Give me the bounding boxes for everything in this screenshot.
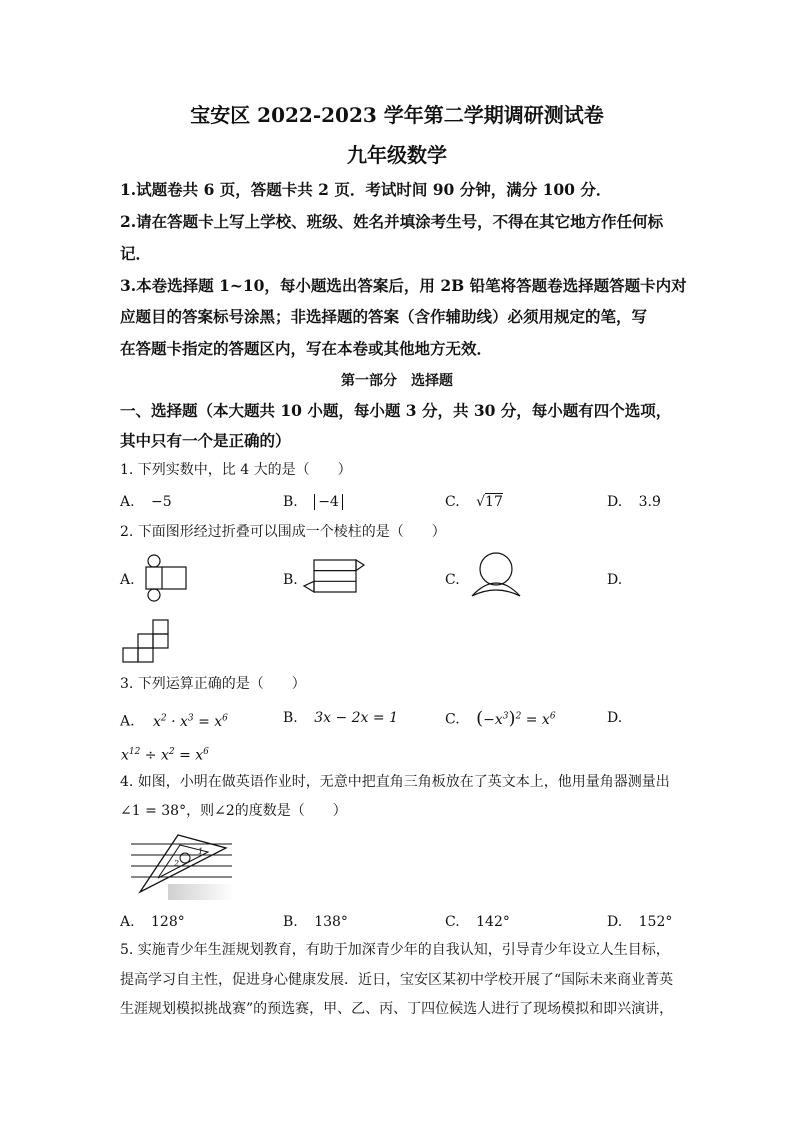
- q2-option-d-label: D.: [607, 572, 623, 588]
- instruction-3-line-3: 在答题卡指定的答题区内，写在本卷或其他地方无效．: [120, 339, 493, 358]
- q3-option-a-label: A.: [120, 713, 135, 730]
- q3-option-a-expression: $x^2 \cdot x^3 = x^6$: [153, 713, 228, 730]
- q3-option-c: [445, 706, 556, 730]
- instruction-1: 1.试题卷共 6 页，答题卡共 2 页．考试时间 90 分钟，满分 100 分．: [120, 180, 612, 199]
- q3-option-c-label: C.: [445, 711, 460, 728]
- q4-option-b-value: 138°: [314, 914, 348, 930]
- q2-option-c-label: C.: [445, 572, 460, 588]
- exam-title: 宝安区 2022-2023 学年第二学期调研测试卷: [190, 103, 604, 127]
- q1-option-b-value: −4: [314, 494, 343, 510]
- q4-stem-line-1: 4. 如图，小明在做英语作业时，无意中把直角三角板放在了英文本上，他用量角器测量出: [120, 774, 670, 790]
- net-figure-a: [140, 555, 190, 603]
- q4-option-a-label: A.: [120, 914, 135, 930]
- section-heading-line-1: 一、选择题（本大题共 10 小题，每小题 3 分，共 30 分，每小题有四个选项，: [120, 401, 672, 420]
- q4-option-d-label: D.: [607, 914, 623, 930]
- q3-option-b: [283, 708, 398, 728]
- sqrt-icon: √: [476, 494, 486, 510]
- triangle-ruler-figure: [128, 832, 236, 904]
- q4-option-c-value: 142°: [476, 914, 510, 930]
- q1-option-d: [607, 492, 661, 512]
- q4-option-a: [120, 912, 185, 932]
- q5-line-1: 5. 实施青少年生涯规划教育，有助于加深青少年的自我认知，引导青少年设立人生目标，: [120, 942, 670, 958]
- q4-stem-line-2: ∠1 = 38°，则∠2的度数是（ ）: [120, 803, 347, 819]
- section-heading-line-2: 其中只有一个是正确的）: [120, 431, 291, 450]
- q1-option-c-label: C.: [445, 494, 460, 510]
- q1-option-c: [445, 492, 503, 512]
- q4-option-a-value: 128°: [151, 914, 185, 930]
- exam-subtitle: 九年级数学: [347, 143, 447, 167]
- net-figure-b: [302, 556, 368, 598]
- q1-option-d-value: 3.9̇: [638, 494, 661, 510]
- part-heading: 第一部分 选择题: [341, 373, 453, 389]
- instruction-3-line-1: 3.本卷选择题 1~10，每小题选出答案后，用 2B 铅笔将答题卷选择题答题卡内对: [120, 276, 687, 295]
- q4-option-d-value: 152°: [638, 914, 673, 930]
- q4-option-c: [445, 912, 510, 932]
- q4-option-b-label: B.: [283, 914, 298, 930]
- angle-1-label: 1: [198, 847, 204, 856]
- q3-option-d-expression: $x^{12} \div x^2 = x^6$: [121, 747, 209, 764]
- q3-stem: 3. 下列运算正确的是（ ）: [120, 676, 306, 692]
- q3-option-d-label: D.: [607, 710, 623, 726]
- q1-option-a-label: A.: [120, 494, 135, 510]
- q5-line-2: 提高学习自主性，促进身心健康发展．近日，宝安区某初中学校开展了“国际未来商业菁英: [120, 972, 674, 988]
- q3-option-b-label: B.: [283, 710, 298, 726]
- angle-2-label: 2: [174, 859, 180, 868]
- q3-option-c-expression: $(-x^3)^2 = x^6$: [476, 707, 556, 729]
- instruction-3-line-2: 应题目的答案标号涂黑；非选择题的答案（含作辅助线）必须用规定的笔，写: [120, 307, 648, 326]
- q1-stem: 1. 下列实数中，比 4 大的是（ ）: [120, 462, 352, 478]
- instruction-2-line-1: 2.请在答题卡上写上学校、班级、姓名并填涂考生号，不得在其它地方作任何标: [120, 212, 664, 231]
- q5-line-3: 生涯规划模拟挑战赛”的预选赛，甲、乙、丙、丁四位候选人进行了现场模拟和即兴演讲，: [120, 1001, 674, 1017]
- q2-option-b-label: B.: [283, 572, 298, 588]
- q1-option-a-value: −5: [151, 494, 172, 510]
- q4-option-b: [283, 912, 348, 932]
- net-figure-c: [470, 552, 522, 604]
- instruction-2-line-2: 记．: [120, 244, 152, 263]
- q1-option-d-label: D.: [607, 494, 623, 510]
- q4-option-d: [607, 912, 672, 932]
- q1-option-c-value: 17: [485, 494, 503, 510]
- q1-option-a: [120, 492, 172, 512]
- net-figure-d: [123, 618, 171, 664]
- q3-option-a: [120, 708, 228, 732]
- q1-option-b: [283, 492, 343, 512]
- q3-option-b-expression: 3x − 2x = 1: [314, 710, 398, 726]
- q4-option-c-label: C.: [445, 914, 460, 930]
- q2-stem: 2. 下面图形经过折叠可以围成一个棱柱的是（ ）: [120, 524, 446, 540]
- q2-option-a-label: A.: [120, 572, 135, 588]
- q1-option-b-label: B.: [283, 494, 298, 510]
